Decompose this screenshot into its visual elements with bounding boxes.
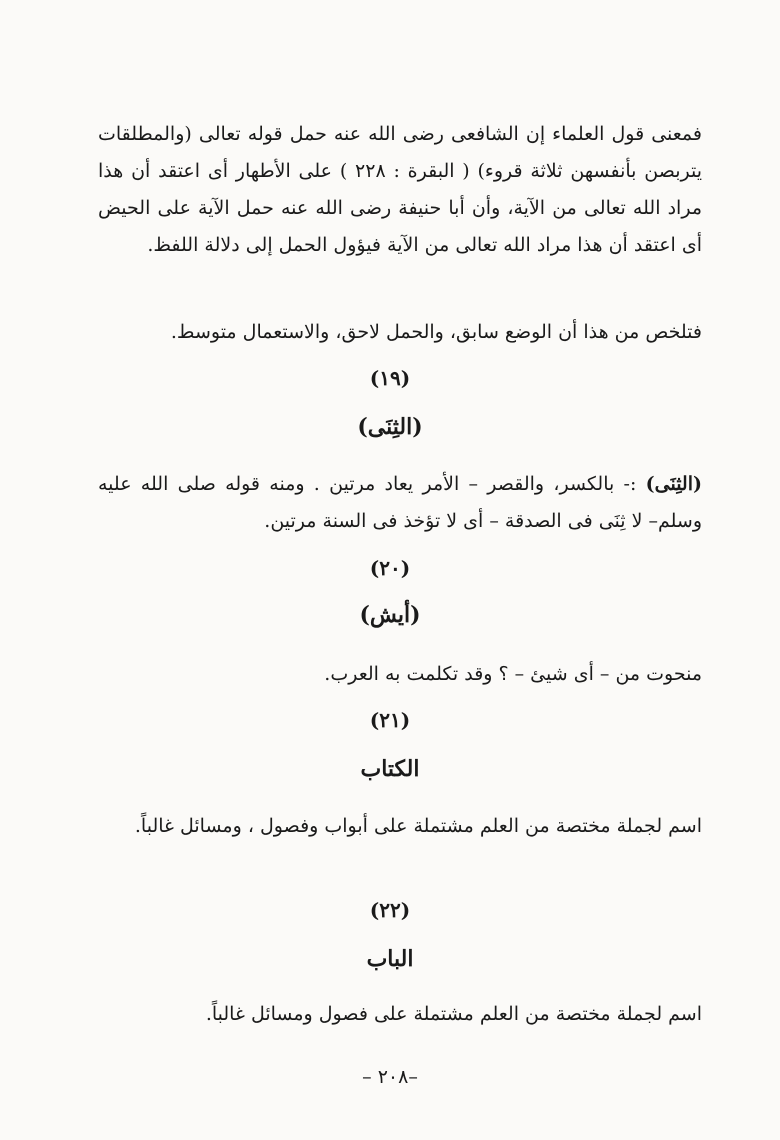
section-title-bab: الباب [366,946,414,972]
paragraph-thina-definition [98,466,702,540]
section-title-thina: (الثِنَى) [357,414,423,440]
section-title-kitab: الكتاب [360,756,420,782]
section-number-22: (٢٢) [369,898,411,922]
section-number-19: (١٩) [369,366,411,390]
section-number-20: (٢٠) [369,556,411,580]
paragraph-aysh-definition: منحوت من – أى شيئ – ؟ وقد تكلمت به العرب. [324,663,702,685]
term-thina: (الثِنَى) [645,473,702,495]
thina-definition-text: :- بالكسر، والقصر – الأمر يعاد مرتين . ومنه قوله صلى الله عليه وسلم– لا ثِنَى فى الصدقة – أى لا تؤخذ فى السنة مرتين. [98,473,702,532]
paragraph-meaning-of-haml: فمعنى قول العلماء إن الشافعى رضى الله عنه حمل قوله تعالى (والمطلقات يتربصن بأنفسهن ثلاثة قروء) ( البقرة : ٢٢٨ ) على الأطهار أى اعتقد أن هذا مراد الله تعالى من الآية، وأن أبا حنيفة رضى الله عنه حمل الآية على الحيض أى اعتقد أن هذا مراد الله تعالى من الآية فيؤول الحمل إلى دلالة اللفظ. [98,123,702,256]
paragraph-kitab-definition: اسم لجملة مختصة من العلم مشتملة على أبواب وفصول ، ومسائل غالباً. [134,815,702,837]
section-number-21: (٢١) [369,708,411,732]
page-number: –٢٠٨ – [362,1066,418,1088]
paragraph-summary: فتلخص من هذا أن الوضع سابق، والحمل لاحق، والاستعمال متوسط. [170,321,702,343]
paragraph-bab-definition: اسم لجملة مختصة من العلم مشتملة على فصول ومسائل غالباً. [205,1003,702,1025]
section-title-aysh: (أيش) [359,602,421,628]
